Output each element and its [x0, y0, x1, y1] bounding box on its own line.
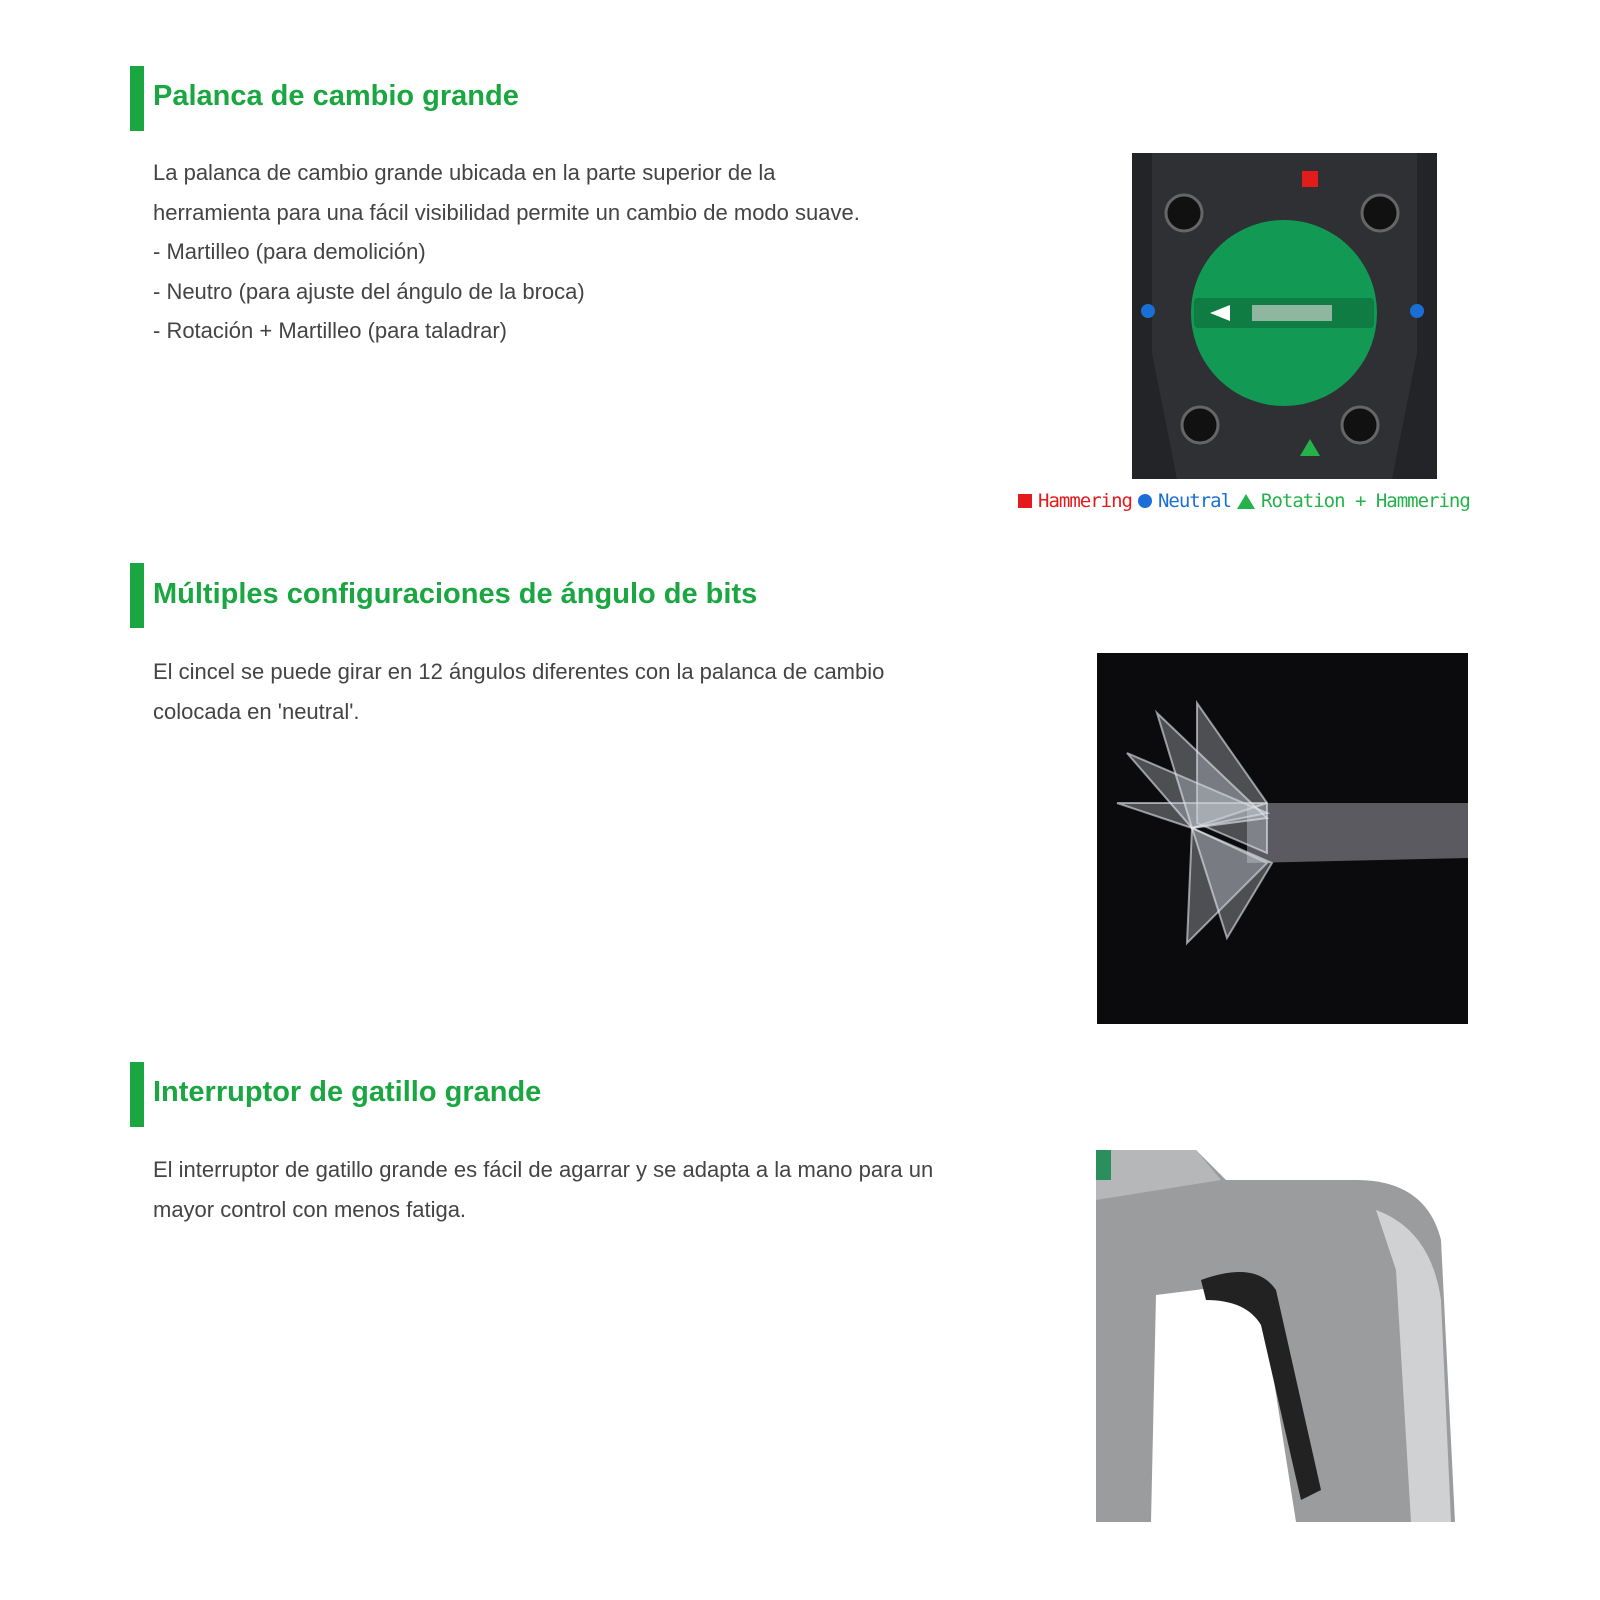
- rotation-triangle-icon: [1237, 494, 1255, 509]
- body-line: - Martilleo (para demolición): [153, 239, 426, 264]
- section-accent-bar: [130, 1062, 144, 1127]
- body-line: herramienta para una fácil visibilidad permite un cambio de modo suave.: [153, 199, 860, 225]
- legend-neutral: Neutral: [1157, 490, 1232, 512]
- body-line: La palanca de cambio grande ubicada en la parte superior de la: [153, 160, 776, 185]
- trigger-switch-image: [1096, 1150, 1455, 1522]
- section-title: Palanca de cambio grande: [153, 80, 519, 112]
- shift-lever-image: [1132, 153, 1437, 479]
- body-line: mayor control con menos fatiga.: [153, 1196, 467, 1222]
- neutral-dot-icon: [1138, 494, 1152, 508]
- hammering-square-icon: [1018, 494, 1032, 508]
- section-body: [153, 153, 1053, 351]
- section-title: Múltiples configuraciones de ángulo de bits: [153, 578, 758, 610]
- section-body: [153, 652, 1053, 731]
- body-line: - Neutro (para ajuste del ángulo de la broca): [153, 278, 585, 304]
- legend-hammering: Hammering: [1038, 490, 1132, 512]
- section-body: [153, 1150, 1053, 1229]
- legend-rotation-hammering: Rotation + Hammering: [1261, 490, 1470, 512]
- body-line: El cincel se puede girar en 12 ángulos diferentes con la palanca de cambio: [153, 659, 885, 684]
- body-line: El interruptor de gatillo grande es fácil de agarrar y se adapta a la mano para un: [153, 1157, 934, 1182]
- section-accent-bar: [130, 66, 144, 131]
- mode-legend: [1018, 490, 1470, 512]
- section-title: Interruptor de gatillo grande: [153, 1076, 542, 1108]
- section-accent-bar: [130, 563, 144, 628]
- chisel-angles-image: [1097, 653, 1468, 1024]
- body-line: colocada en 'neutral'.: [153, 698, 360, 724]
- body-line: - Rotación + Martilleo (para taladrar): [153, 318, 507, 343]
